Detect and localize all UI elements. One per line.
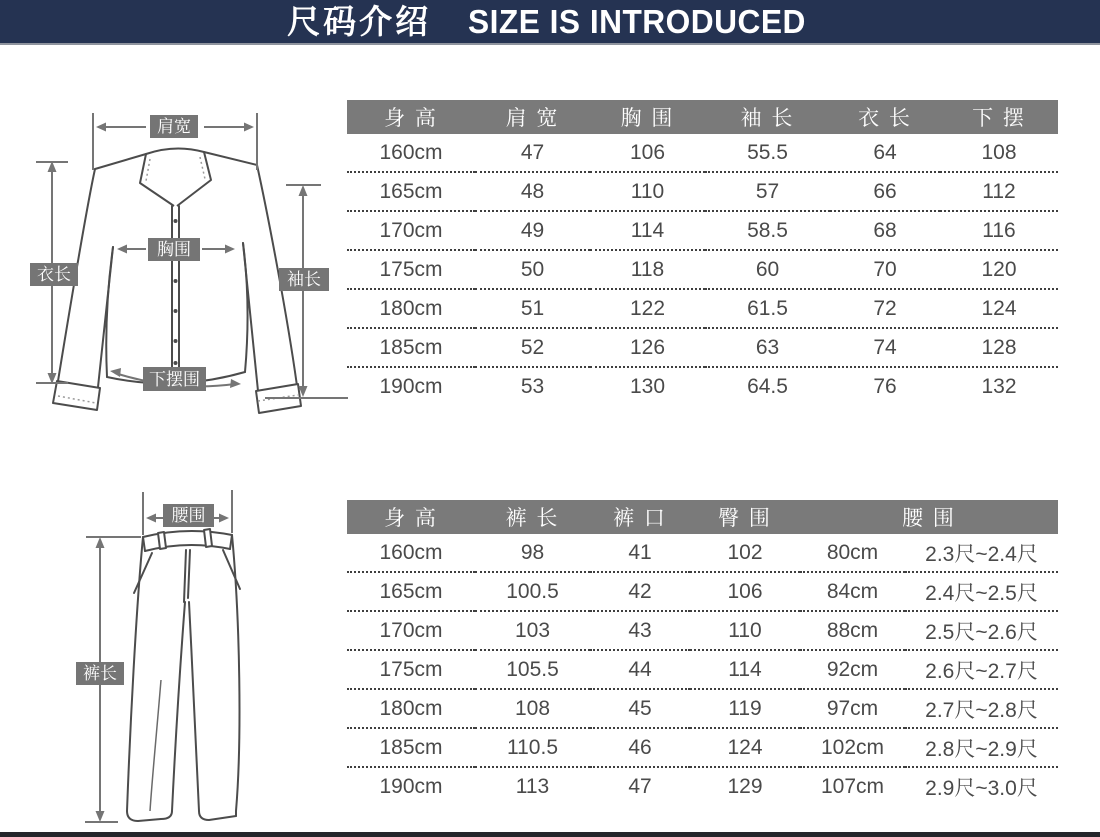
table-cell: 116 [940, 211, 1058, 250]
table-cell: 80cm [800, 534, 905, 572]
table-cell: 124 [940, 289, 1058, 328]
table-cell: 114 [690, 650, 800, 689]
table-cell: 2.8尺~2.9尺 [905, 728, 1058, 767]
table-cell: 113 [515, 774, 550, 798]
table-cell: 165cm [347, 172, 475, 211]
hem-dimension [110, 367, 241, 391]
title-bar [0, 0, 1100, 45]
table-cell: 45 [590, 689, 690, 728]
column-header-pants-length: 裤 长 [475, 500, 590, 534]
pants-measurement-diagram [0, 480, 300, 832]
table-cell: 110 [690, 611, 800, 650]
table-cell: 44 [590, 650, 690, 689]
table-cell: 60 [705, 250, 830, 289]
table-cell: 132 [981, 374, 1017, 398]
chest-label: 胸围 [157, 240, 191, 259]
table-row [347, 534, 1058, 572]
table-row [347, 367, 1058, 405]
table-cell: 190cm [379, 374, 443, 398]
table-row [347, 289, 1058, 328]
table-cell: 102cm [800, 728, 905, 767]
column-header-height: 身 高 [347, 500, 475, 534]
hem-label: 下摆围 [149, 370, 200, 389]
column-header-sleeve: 袖 长 [705, 100, 830, 134]
table-cell: 107cm [820, 774, 885, 798]
table-cell: 43 [590, 611, 690, 650]
table-cell: 170cm [347, 211, 475, 250]
table-cell: 55.5 [705, 134, 830, 172]
garment-length-dimension [30, 161, 78, 384]
shoulder-width-label: 肩宽 [157, 117, 191, 136]
table-cell: 180cm [347, 289, 475, 328]
table-cell: 49 [475, 211, 590, 250]
table-cell: 64 [830, 134, 940, 172]
table-row [347, 767, 1058, 805]
table-cell: 41 [590, 534, 690, 572]
table-cell: 175cm [347, 650, 475, 689]
table-cell: 47 [628, 774, 652, 798]
table-cell: 84cm [800, 572, 905, 611]
table-cell: 100.5 [475, 572, 590, 611]
table-row [347, 250, 1058, 289]
table-cell: 92cm [800, 650, 905, 689]
table-row [347, 650, 1058, 689]
table-cell: 97cm [800, 689, 905, 728]
column-header-hem: 下 摆 [940, 100, 1058, 134]
table-cell: 106 [690, 572, 800, 611]
table-cell: 66 [830, 172, 940, 211]
pants-table-header [347, 500, 1058, 534]
table-cell: 128 [940, 328, 1058, 367]
table-cell: 160cm [347, 534, 475, 572]
pants-table-body [347, 534, 1058, 805]
table-cell: 2.4尺~2.5尺 [905, 572, 1058, 611]
table-cell: 46 [590, 728, 690, 767]
shirt-table-body [347, 134, 1058, 405]
bottom-divider-strip [0, 832, 1100, 837]
table-cell: 42 [590, 572, 690, 611]
table-cell: 48 [475, 172, 590, 211]
table-cell: 74 [830, 328, 940, 367]
table-cell: 120 [940, 250, 1058, 289]
table-cell: 64.5 [747, 374, 788, 398]
table-cell: 129 [727, 774, 763, 798]
table-cell: 102 [690, 534, 800, 572]
column-header-waist: 腰 围 [800, 500, 1058, 534]
column-header-hip: 臀 围 [690, 500, 800, 534]
table-row [347, 172, 1058, 211]
table-cell: 103 [475, 611, 590, 650]
table-cell: 2.7尺~2.8尺 [905, 689, 1058, 728]
table-cell: 124 [690, 728, 800, 767]
table-cell: 105.5 [475, 650, 590, 689]
table-row [347, 328, 1058, 367]
table-cell: 2.9尺~3.0尺 [925, 776, 1038, 800]
table-cell: 112 [940, 172, 1058, 211]
shirt-measurement-diagram [0, 55, 350, 425]
table-cell: 106 [590, 134, 705, 172]
pants-size-table [347, 500, 1058, 805]
table-cell: 110 [590, 172, 705, 211]
column-header-chest: 胸 围 [590, 100, 705, 134]
table-row [347, 611, 1058, 650]
table-cell: 175cm [347, 250, 475, 289]
table-cell: 68 [830, 211, 940, 250]
table-row [347, 728, 1058, 767]
table-cell: 119 [690, 689, 800, 728]
page-title-chinese: 尺码介绍 [287, 3, 432, 40]
shirt-table-header [347, 100, 1058, 134]
table-cell: 72 [830, 289, 940, 328]
column-header-length: 衣 长 [830, 100, 940, 134]
table-cell: 108 [940, 134, 1058, 172]
table-row [347, 689, 1058, 728]
table-cell: 70 [830, 250, 940, 289]
table-cell: 2.6尺~2.7尺 [905, 650, 1058, 689]
garment-length-label: 衣长 [37, 265, 71, 284]
page-title-english: SIZE IS INTRODUCED [468, 3, 806, 40]
sleeve-length-dimension [265, 185, 348, 398]
table-cell: 160cm [347, 134, 475, 172]
table-cell: 53 [520, 374, 545, 398]
pants-line-art [127, 529, 240, 821]
table-cell: 2.5尺~2.6尺 [905, 611, 1058, 650]
table-cell: 51 [475, 289, 590, 328]
chest-dimension [117, 238, 235, 261]
table-cell: 130 [629, 374, 666, 398]
table-cell: 61.5 [705, 289, 830, 328]
table-row [347, 211, 1058, 250]
table-cell: 58.5 [705, 211, 830, 250]
pants-length-dimension [76, 537, 141, 822]
table-cell: 118 [590, 250, 705, 289]
column-header-height: 身 高 [347, 100, 475, 134]
table-row [347, 572, 1058, 611]
column-header-leg-opening: 裤 口 [590, 500, 690, 534]
waist-label: 腰围 [171, 506, 206, 525]
table-cell: 190cm [379, 774, 443, 798]
table-cell: 185cm [347, 328, 475, 367]
table-cell: 98 [475, 534, 590, 572]
pants-length-label: 裤长 [83, 664, 117, 683]
sleeve-length-label: 袖长 [287, 270, 321, 289]
waist-dimension [143, 490, 232, 535]
table-cell: 63 [705, 328, 830, 367]
table-cell: 57 [705, 172, 830, 211]
table-cell: 2.3尺~2.4尺 [905, 534, 1058, 572]
table-cell: 88cm [800, 611, 905, 650]
table-cell: 180cm [347, 689, 475, 728]
table-cell: 114 [590, 211, 705, 250]
table-cell: 110.5 [475, 728, 590, 767]
table-cell: 76 [873, 374, 897, 398]
table-row [347, 134, 1058, 172]
shirt-size-table [347, 100, 1058, 405]
table-cell: 52 [475, 328, 590, 367]
table-cell: 47 [475, 134, 590, 172]
table-cell: 122 [590, 289, 705, 328]
table-cell: 185cm [347, 728, 475, 767]
table-cell: 170cm [347, 611, 475, 650]
table-cell: 126 [590, 328, 705, 367]
table-cell: 165cm [347, 572, 475, 611]
table-cell: 50 [475, 250, 590, 289]
column-header-shoulder: 肩 宽 [475, 100, 590, 134]
table-cell: 108 [475, 689, 590, 728]
